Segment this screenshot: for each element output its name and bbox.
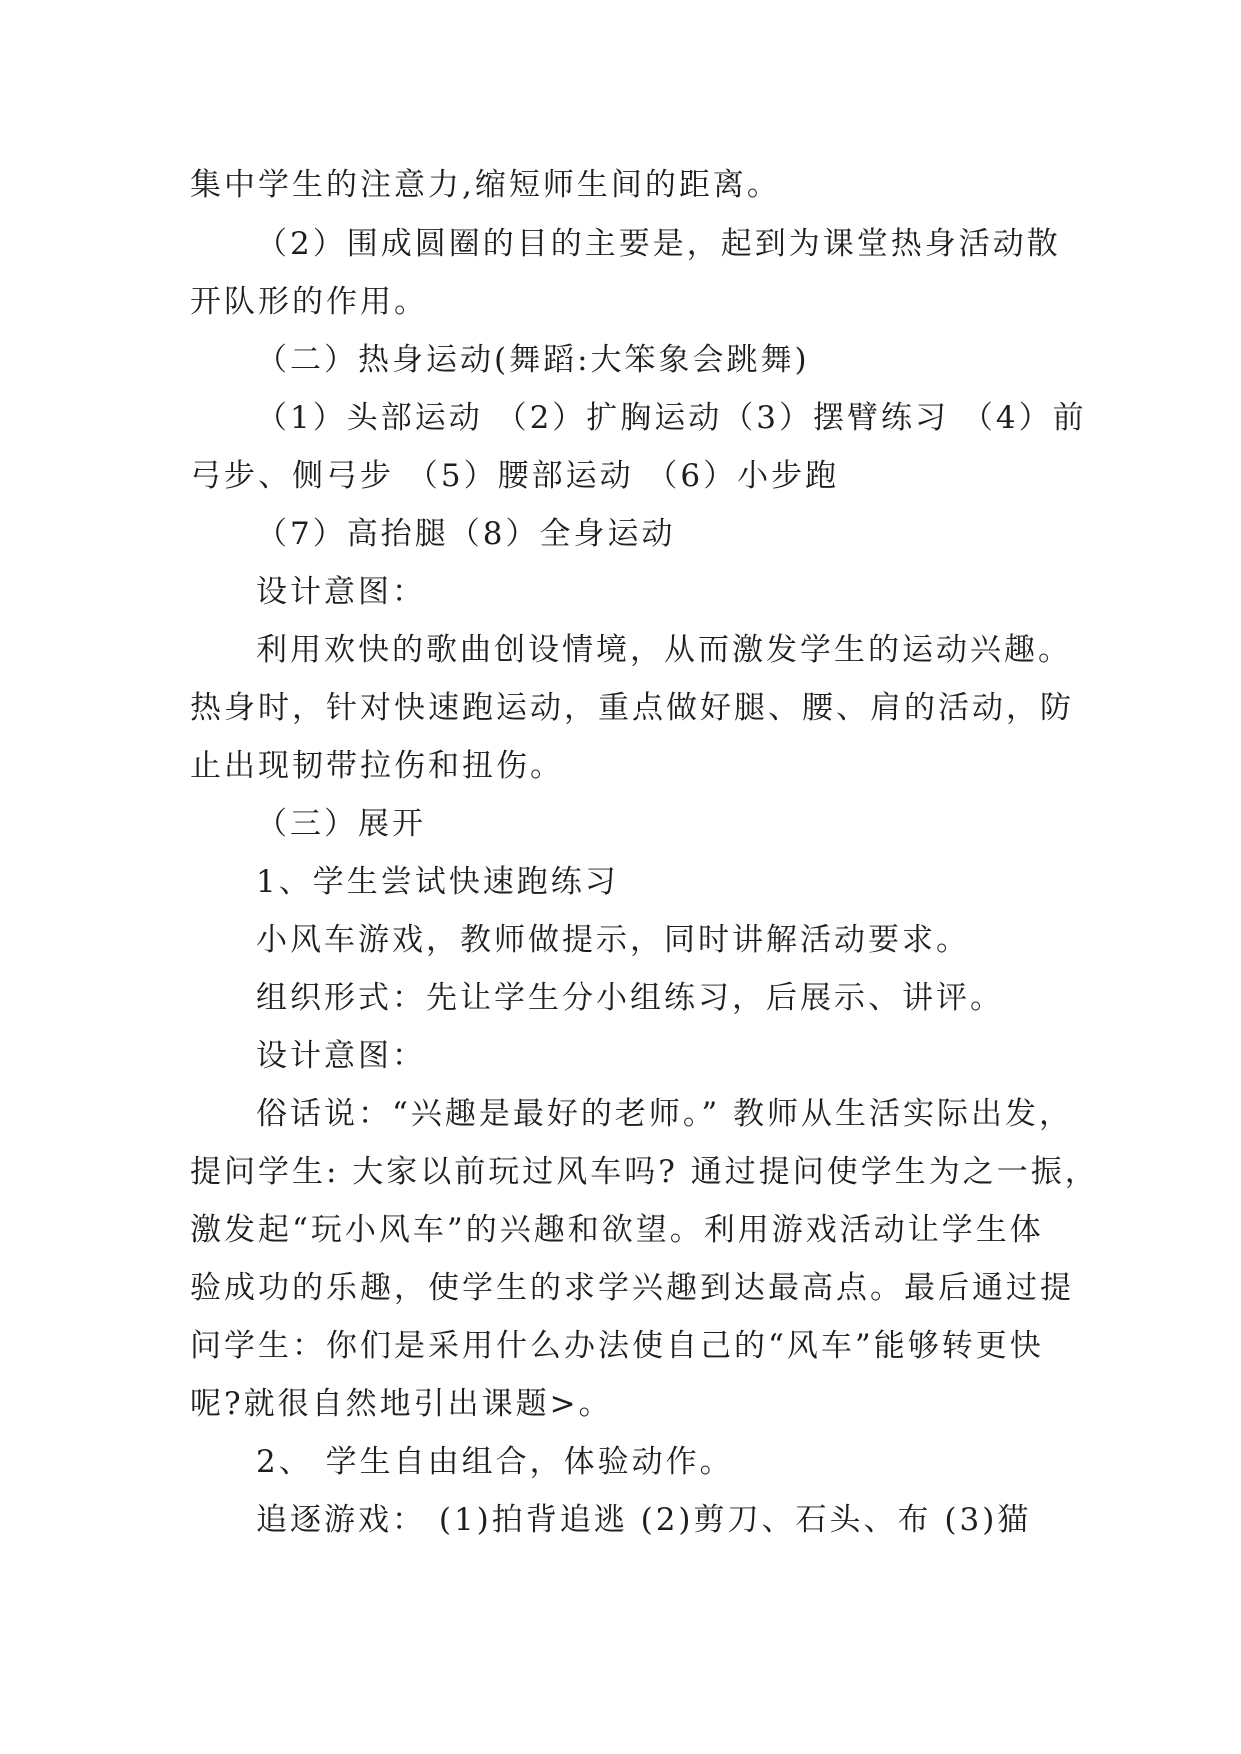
text-line: 利用欢快的歌曲创设情境，从而激发学生的运动兴趣。 — [256, 632, 1072, 668]
text-line: 提问学生: 大家以前玩过风车吗? 通过提问使学生为之一振， — [190, 1154, 1099, 1190]
text-line: 开队形的作用。 — [190, 284, 428, 320]
text-line: 弓步、侧弓步 （5）腰部运动 （6）小步跑 — [190, 458, 840, 494]
text-line: （7）高抬腿（8）全身运动 — [256, 516, 676, 552]
text-line: 止出现韧带拉伤和扭伤。 — [190, 748, 564, 784]
text-line: 俗话说：“兴趣是最好的老师。” 教师从生活实际出发， — [256, 1096, 1074, 1132]
text-line: 小风车游戏，教师做提示，同时讲解活动要求。 — [256, 922, 970, 958]
section-heading: （二）热身运动(舞蹈:大笨象会跳舞) — [256, 342, 810, 378]
text-line: 热身时，针对快速跑运动，重点做好腿、腰、肩的活动，防 — [190, 690, 1074, 726]
text-line: 组织形式：先让学生分小组练习，后展示、讲评。 — [256, 980, 1004, 1016]
text-line: （2）围成圆圈的目的主要是，起到为课堂热身活动散 — [256, 226, 1061, 262]
text-line: 呢?就很自然地引出课题>。 — [190, 1386, 613, 1422]
text-line: 问学生：你们是采用什么办法使自己的“风车”能够转更快 — [190, 1328, 1044, 1364]
text-line: （1）头部运动 （2）扩胸运动（3）摆臂练习 （4）前 — [256, 400, 1087, 436]
text-line: 追逐游戏： (1)拍背追逃 (2)剪刀、石头、布 (3)猫 — [256, 1502, 1032, 1538]
text-line: 激发起“玩小风车”的兴趣和欲望。利用游戏活动让学生体 — [190, 1212, 1044, 1248]
text-line: 验成功的乐趣，使学生的求学兴趣到达最高点。最后通过提 — [190, 1270, 1074, 1306]
section-heading: （三）展开 — [256, 806, 426, 842]
text-line: 设计意图： — [256, 574, 426, 610]
text-line: 2、 学生自由组合，体验动作。 — [256, 1444, 734, 1480]
text-line: 设计意图： — [256, 1038, 426, 1074]
text-line: 集中学生的注意力,缩短师生间的距离。 — [190, 167, 781, 203]
text-line: 1、学生尝试快速跑练习 — [256, 864, 619, 900]
